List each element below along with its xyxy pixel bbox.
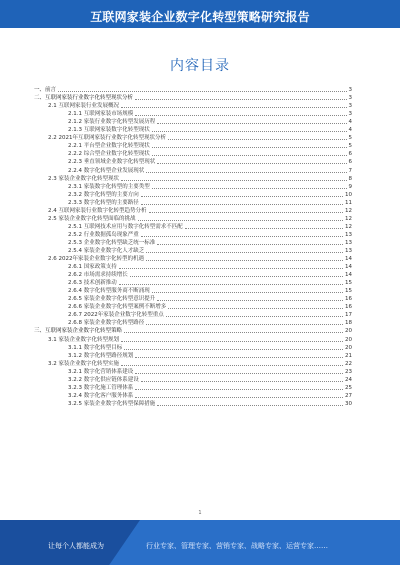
toc-entry-page: 22 (345, 360, 352, 367)
toc-entry[interactable] (34, 118, 352, 126)
toc-leader-dots (157, 123, 346, 124)
toc-leader-dots (157, 163, 346, 164)
toc-entry-label: 2.4 互联网家装行业数字化转型趋势分析 (48, 207, 147, 214)
toc-entry-label: 2.1.2 家装行业数字化转型发展历程 (68, 119, 156, 126)
toc-entry-label: 3.2.2 数字化供应链体系建设 (68, 376, 139, 383)
toc-leader-dots (141, 381, 343, 382)
toc-entry-page: 14 (345, 256, 352, 263)
toc-entry-page: 18 (345, 320, 352, 327)
toc-leader-dots (58, 91, 346, 92)
toc-entry-label: 2.6.6 家装企业数字化转型案例不断增多 (68, 304, 167, 311)
toc-entry-label: 2.1.1 互联网家装市场规模 (68, 111, 134, 118)
toc-entry-label: 2.5.4 家装企业数字化人才缺乏 (68, 247, 145, 254)
toc-leader-dots (149, 212, 344, 213)
toc-entry-page: 17 (345, 312, 352, 319)
page-number: 1 (198, 510, 202, 516)
toc-leader-dots (146, 252, 343, 253)
toc-entry-page: 20 (345, 344, 352, 351)
toc-entry-page: 10 (345, 191, 352, 198)
footer-roles: 行业专家、管理专家、营销专家、战略专家、运营专家…… (146, 542, 328, 550)
toc-entry[interactable] (34, 287, 352, 295)
toc-entry[interactable] (34, 158, 352, 166)
toc-entry-page: 3 (348, 87, 352, 94)
toc-entry-label: 2.6.5 家装企业数字化转型意识提升 (68, 296, 156, 303)
toc-entry-page: 13 (345, 231, 352, 238)
toc-entry-page: 9 (348, 183, 352, 190)
toc-entry[interactable] (34, 271, 352, 279)
toc-leader-dots (152, 131, 347, 132)
toc-entry-label: 一、前言 (34, 87, 57, 94)
toc-leader-dots (121, 365, 343, 366)
toc-entry-label: 2.3.2 数字化转型的主要方向 (68, 191, 139, 198)
toc-entry-page: 12 (345, 223, 352, 230)
toc-leader-dots (185, 228, 343, 229)
toc-entry[interactable] (34, 134, 352, 142)
toc-entry-label: 2.5.1 互联网技术应用与数字化转型需求不匹配 (68, 223, 183, 230)
toc-entry-label: 2.3.1 家装数字化转型的主要类型 (68, 183, 150, 190)
toc-entry[interactable] (34, 263, 352, 271)
toc-entry-page: 20 (345, 336, 352, 343)
toc-entry[interactable] (34, 360, 352, 368)
toc-entry[interactable] (34, 279, 352, 287)
toc-entry-label: 3.2.4 数字化客户服务体系 (68, 392, 134, 399)
toc-entry-page: 27 (345, 392, 352, 399)
toc-leader-dots (146, 324, 343, 325)
toc-entry-page: 8 (348, 175, 352, 182)
header-bar (0, 0, 400, 28)
toc-entry-page: 25 (345, 384, 352, 391)
toc-entry-page: 11 (345, 199, 352, 206)
toc-entry-page: 12 (345, 207, 352, 214)
toc-entry-label: 3.1 家装企业数字化转型规划 (48, 336, 119, 343)
toc-entry-page: 15 (345, 280, 352, 287)
toc-entry-label: 三、互联网家装企业数字化转型策略 (34, 328, 123, 335)
toc-entry-label: 2.6.8 家装企业数字化转型路径 (68, 320, 145, 327)
toc-entry-label: 2.6 2022年家装企业数字化转型的机遇 (48, 256, 144, 263)
toc-heading: 内容目录 (170, 58, 230, 74)
toc-entry-page: 15 (345, 288, 352, 295)
toc-entry-page: 23 (345, 368, 352, 375)
toc-entry-label: 2.2.1 平台型企业数字化转型现状 (68, 143, 150, 150)
toc-leader-dots (138, 220, 344, 221)
toc-leader-dots (135, 115, 346, 116)
toc-leader-dots (121, 180, 347, 181)
toc-leader-dots (135, 389, 343, 390)
toc-entry-label: 2.6.3 技术创新推动 (68, 280, 117, 287)
toc-entry-label: 2.2 2021年互联网家装行业数字化转型现状分析 (48, 135, 166, 142)
toc-entry-label: 3.2.1 数字化营销体系建设 (68, 368, 134, 375)
toc-entry-page: 13 (345, 239, 352, 246)
toc-leader-dots (157, 300, 343, 301)
toc-entry[interactable] (34, 352, 352, 360)
toc-entry[interactable] (34, 199, 352, 207)
toc-leader-dots (152, 292, 343, 293)
toc-leader-dots (157, 244, 343, 245)
toc-entry-label: 2.6.7 2022年家装企业数字化转型重点 (68, 312, 164, 319)
toc-entry[interactable] (34, 191, 352, 199)
toc-entry[interactable] (34, 166, 352, 174)
toc-entry[interactable] (34, 368, 352, 376)
toc-leader-dots (135, 397, 343, 398)
toc-entry-page: 4 (348, 119, 352, 126)
toc-entry[interactable] (34, 207, 352, 215)
toc-entry[interactable] (34, 183, 352, 191)
toc-entry[interactable] (34, 126, 352, 134)
toc-entry[interactable] (34, 376, 352, 384)
toc-entry-page: 24 (345, 376, 352, 383)
toc-leader-dots (124, 332, 343, 333)
toc-entry-page: 21 (345, 352, 352, 359)
toc-entry-page: 30 (345, 400, 352, 407)
toc-leader-dots (135, 99, 346, 100)
toc-leader-dots (119, 268, 343, 269)
toc-entry[interactable] (34, 335, 352, 343)
toc-leader-dots (141, 236, 343, 237)
toc-entry-page: 4 (348, 127, 352, 134)
toc-leader-dots (146, 172, 346, 173)
toc-entry-page: 7 (348, 167, 352, 174)
toc-leader-dots (168, 308, 343, 309)
toc-entry-page: 6 (348, 159, 352, 166)
toc-entry-label: 2.3 家装企业数字化转型现状 (48, 175, 119, 182)
toc-entry[interactable] (34, 344, 352, 352)
footer-slogan: 让每个人都能成为 (48, 542, 104, 550)
toc-leader-dots (157, 405, 343, 406)
toc-leader-dots (119, 284, 343, 285)
toc-entry[interactable] (34, 311, 352, 319)
toc-entry-label: 二、互联网家装行业数字化转型现状分析 (34, 95, 134, 102)
toc-leader-dots (152, 188, 347, 189)
toc-entry[interactable] (34, 223, 352, 231)
toc-entry[interactable] (34, 110, 352, 118)
toc-entry-label: 2.5 家装企业数字化转型面临的挑战 (48, 215, 136, 222)
toc-leader-dots (135, 373, 343, 374)
toc-leader-dots (152, 155, 347, 156)
toc-leader-dots (130, 276, 343, 277)
toc-leader-dots (121, 107, 347, 108)
toc-entry[interactable] (34, 86, 352, 94)
toc-entry-page: 3 (348, 95, 352, 102)
toc-entry-page: 16 (345, 296, 352, 303)
toc-entry-page: 16 (345, 304, 352, 311)
toc-entry-label: 3.2 家装企业数字化转型实施 (48, 360, 119, 367)
toc-entry[interactable] (34, 231, 352, 239)
toc-leader-dots (135, 357, 343, 358)
toc-entry-page: 14 (345, 272, 352, 279)
toc-leader-dots (146, 260, 343, 261)
toc-entry-label: 2.6.4 数字化转型服务商不断涌现 (68, 288, 150, 295)
toc-entry[interactable] (34, 255, 352, 263)
toc-entry-page: 14 (345, 264, 352, 271)
toc-leader-dots (166, 316, 343, 317)
toc-entry-label: 3.1.2 数字化转型路径规划 (68, 352, 134, 359)
toc-entry[interactable] (34, 247, 352, 255)
toc-entry-label: 2.5.3 企业数字化转型缺乏统一标准 (68, 239, 156, 246)
toc-entry-page: 3 (348, 103, 352, 110)
toc-entry[interactable] (34, 319, 352, 327)
toc-entry-page: 13 (345, 247, 352, 254)
toc-leader-dots (152, 147, 347, 148)
toc-entry[interactable] (34, 215, 352, 223)
toc-entry[interactable] (34, 150, 352, 158)
toc-entry[interactable] (34, 400, 352, 408)
toc-entry-label: 2.1 互联网家装行业发展概况 (48, 103, 119, 110)
table-of-contents (34, 86, 352, 408)
toc-entry[interactable] (34, 94, 352, 102)
toc-entry-label: 3.2.3 数字化施工管理体系 (68, 384, 134, 391)
toc-entry-label: 2.6.2 市场需求持续增长 (68, 272, 128, 279)
footer-banner (0, 520, 400, 565)
toc-entry-page: 3 (348, 111, 352, 118)
toc-entry-label: 2.2.3 垂直领域企业数字化转型现状 (68, 159, 156, 166)
toc-entry[interactable] (34, 295, 352, 303)
toc-leader-dots (124, 349, 343, 350)
toc-entry-label: 2.6.1 国家政策支持 (68, 264, 117, 271)
toc-entry[interactable] (34, 239, 352, 247)
toc-entry-page: 5 (348, 143, 352, 150)
toc-entry-label: 3.2.5 家装企业数字化转型保障措施 (68, 400, 156, 407)
toc-leader-dots (168, 139, 347, 140)
toc-entry[interactable] (34, 175, 352, 183)
toc-entry-label: 3.1.1 数字化转型目标 (68, 344, 123, 351)
toc-entry[interactable] (34, 384, 352, 392)
toc-leader-dots (141, 204, 343, 205)
toc-entry[interactable] (34, 142, 352, 150)
toc-entry-page: 5 (348, 135, 352, 142)
toc-entry-label: 2.2.4 数字化转型企业发展现状 (68, 167, 145, 174)
toc-entry[interactable] (34, 102, 352, 110)
toc-entry-label: 2.5.2 行业数据孤岛现象严重 (68, 231, 139, 238)
toc-entry[interactable] (34, 303, 352, 311)
toc-entry-page: 12 (345, 215, 352, 222)
toc-entry-label: 2.3.3 数字化转型的主要路径 (68, 199, 139, 206)
toc-entry-page: 6 (348, 151, 352, 158)
report-title: 互联网家装企业数字化转型策略研究报告 (90, 10, 310, 24)
toc-entry-page: 20 (345, 328, 352, 335)
toc-leader-dots (121, 341, 343, 342)
toc-entry-label: 2.1.3 互联网家装数字化转型现状 (68, 127, 150, 134)
toc-entry[interactable] (34, 327, 352, 335)
toc-leader-dots (141, 196, 343, 197)
toc-entry-label: 2.2.2 综合型企业数字化转型现状 (68, 151, 150, 158)
toc-entry[interactable] (34, 392, 352, 400)
